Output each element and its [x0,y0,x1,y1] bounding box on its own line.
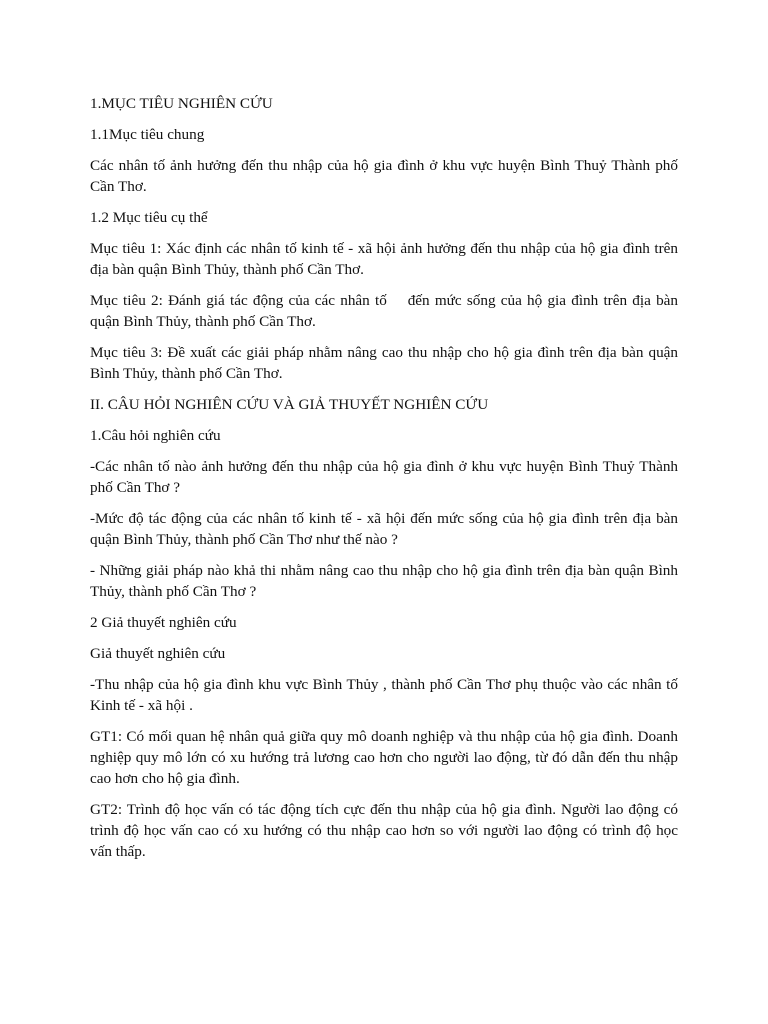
document-page [90,93,682,872]
subheading-general-objective: 1.1Mục tiêu chung [90,126,205,143]
heading-research-questions-hypotheses: II. CÂU HỎI NGHIÊN CỨU VÀ GIẢ THUYẾT NGHIÊN CỨU [90,396,489,413]
subheading-specific-objectives: 1.2 Mục tiêu cụ thể [90,209,208,226]
subheading-research-questions: 1.Câu hỏi nghiên cứu [90,427,221,444]
label-research-hypotheses: Giả thuyết nghiên cứu [90,645,226,662]
paragraph-objective-3: Mục tiêu 3: Đề xuất các giải pháp nhằm nâng cao thu nhập cho hộ gia đình trên địa bàn quận Bình Thủy, thành phố Cần Thơ. [90,344,678,382]
paragraph-objective-1: Mục tiêu 1: Xác định các nhân tố kinh tế - xã hội ảnh hưởng đến thu nhập của hộ gia đình trên địa bàn quận Bình Thủy, thành phố Cần Thơ. [90,240,678,278]
paragraph-hypothesis-gt1: GT1: Có mối quan hệ nhân quả giữa quy mô doanh nghiệp và thu nhập của hộ gia đình. Doanh nghiệp quy mô lớn có xu hướng trả lương cao hơn cho người lao động, từ đó dẫn đến thu nhập cao hơn cho hộ gia đình. [90,728,678,787]
paragraph-hypothesis-gt2: GT2: Trình độ học vấn có tác động tích cực đến thu nhập của hộ gia đình. Người lao động có trình độ học vấn cao có xu hướng có thu nhập cao hơn so với người lao động có trình độ học vấn thấp. [90,801,678,860]
heading-research-objectives: 1.MỤC TIÊU NGHIÊN CỨU [90,95,273,112]
paragraph-question-1: -Các nhân tố nào ảnh hưởng đến thu nhập của hộ gia đình ở khu vực huyện Bình Thuỷ Thành phố Cần Thơ ? [90,458,678,496]
paragraph-hypothesis-general: -Thu nhập của hộ gia đình khu vực Bình Thủy , thành phố Cần Thơ phụ thuộc vào các nhân tố Kinh tế - xã hội . [90,676,678,714]
paragraph-question-3: - Những giải pháp nào khả thi nhằm nâng cao thu nhập cho hộ gia đình trên địa bàn quận Bình Thủy, thành phố Cần Thơ ? [90,562,678,600]
paragraph-general-objective: Các nhân tố ảnh hưởng đến thu nhập của hộ gia đình ở khu vực huyện Bình Thuỷ Thành phố Cần Thơ. [90,157,678,195]
paragraph-question-2: -Mức độ tác động của các nhân tố kinh tế - xã hội đến mức sống của hộ gia đình trên địa bàn quận Bình Thủy, thành phố Cần Thơ như thế nào ? [90,510,678,548]
subheading-research-hypotheses: 2 Giả thuyết nghiên cứu [90,614,237,631]
paragraph-objective-2: Mục tiêu 2: Đánh giá tác động của các nhân tố đến mức sống của hộ gia đình trên địa bàn quận Bình Thủy, thành phố Cần Thơ. [90,292,682,330]
